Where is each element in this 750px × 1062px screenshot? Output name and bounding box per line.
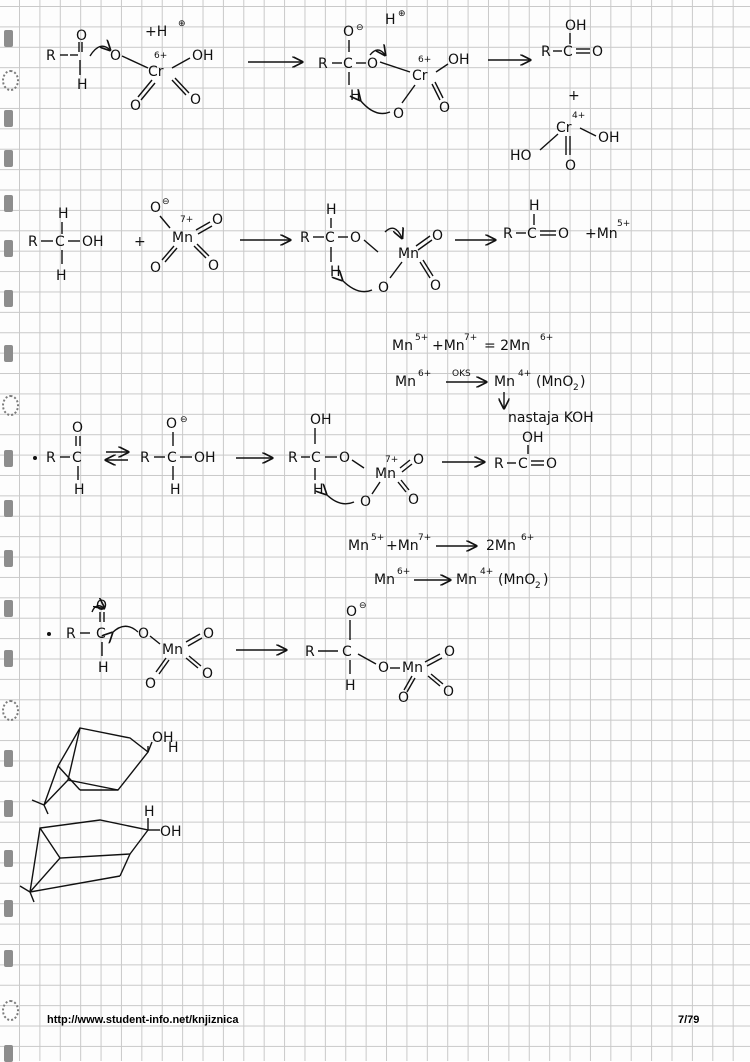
r1-O-carbonyl: O xyxy=(76,28,88,44)
r1i-H: H xyxy=(385,12,396,28)
r3i-Mn-charge: 7+ xyxy=(385,455,399,465)
eq4-c: (MnO xyxy=(498,572,536,588)
r3-R: R xyxy=(46,450,56,466)
r4-O-bottom: O xyxy=(202,666,214,682)
r4p-O: O xyxy=(346,604,358,620)
reaction-2-permanganate-alcohol xyxy=(28,197,630,296)
r2o-O: O xyxy=(150,200,162,216)
r2i-O-left: O xyxy=(378,280,390,296)
r4p-Mn: Mn xyxy=(402,660,423,676)
eq3-a: Mn xyxy=(348,538,369,554)
eq3-c-sup: 6+ xyxy=(521,533,535,543)
chair-conformation-2 xyxy=(20,804,182,902)
r1b-Cr: Cr xyxy=(556,120,572,136)
manganese-equations-1 xyxy=(392,333,594,426)
r3h-O-charge: ⊖ xyxy=(180,415,188,425)
eq1-c: = 2Mn xyxy=(484,338,531,354)
r4-O-right: O xyxy=(203,626,215,642)
r2p-O: O xyxy=(558,226,570,242)
r1i-R: R xyxy=(318,56,328,72)
eq3-b: +Mn xyxy=(386,538,419,554)
r1i-O-top-charge: ⊖ xyxy=(356,23,364,33)
r2i-C: C xyxy=(325,230,335,246)
r3-O: O xyxy=(72,420,84,436)
footer-url[interactable]: http://www.student-info.net/knjiznica xyxy=(47,1014,239,1026)
r2o-O-left: O xyxy=(150,260,162,276)
eq2-a-sup: 6+ xyxy=(418,369,432,379)
r2-H-bottom: H xyxy=(56,268,67,284)
r2p-Mn: +Mn xyxy=(585,226,618,242)
r2i-Mn: Mn xyxy=(398,246,419,262)
reaction-1-chromic-oxidation xyxy=(46,9,620,174)
eq1-a: Mn xyxy=(392,338,413,354)
r4p-R: R xyxy=(305,644,315,660)
r1p-C: C xyxy=(563,44,573,60)
r1i-O-top: O xyxy=(343,24,355,40)
r1i-H-bottom: H xyxy=(350,88,361,104)
r1-O-b: O xyxy=(190,92,202,108)
reaction-4-permanganate-ester xyxy=(47,598,455,706)
r2o-O-charge: ⊖ xyxy=(162,197,170,207)
eq1-b-sup: 7+ xyxy=(464,333,478,343)
r3h-O: O xyxy=(166,416,178,432)
manganese-equations-2 xyxy=(348,533,548,591)
r1p-O: O xyxy=(592,44,604,60)
r1b-HO: HO xyxy=(510,148,532,164)
r3i-C: C xyxy=(311,450,321,466)
footer-page-number: 7/79 xyxy=(678,1014,700,1026)
chair-conformation-1 xyxy=(32,728,179,814)
r4p-H: H xyxy=(345,678,356,694)
r2-H-top: H xyxy=(58,206,69,222)
r3i-O: O xyxy=(339,450,351,466)
eq3-b-sup: 7+ xyxy=(418,533,432,543)
r1-proton-charge: ⊕ xyxy=(178,19,186,29)
r1b-OH: OH xyxy=(598,130,620,146)
r2o-O-right: O xyxy=(212,212,224,228)
r1p-OH: OH xyxy=(565,18,587,34)
r2-R: R xyxy=(28,234,38,250)
r1i-C: C xyxy=(343,56,353,72)
eq2-c-sub: 2 xyxy=(573,383,579,393)
r3p-OH: OH xyxy=(522,430,544,446)
r3i-R: R xyxy=(288,450,298,466)
r2-C: C xyxy=(55,234,65,250)
r2p-R: R xyxy=(503,226,513,242)
eq1-c-sup: 6+ xyxy=(540,333,554,343)
eq2-c: (MnO xyxy=(536,374,574,390)
r3i-O-right: O xyxy=(413,452,425,468)
r2i-H-bottom: H xyxy=(330,264,341,280)
eq4-b: Mn xyxy=(456,572,477,588)
r3h-R: R xyxy=(140,450,150,466)
r1i-O-left: O xyxy=(393,106,405,122)
eq1-a-sup: 5+ xyxy=(415,333,429,343)
r4p-O-right: O xyxy=(444,644,456,660)
eq3-c: 2Mn xyxy=(486,538,516,554)
r1i-OH: OH xyxy=(448,52,470,68)
r4p-O-bottom: O xyxy=(443,684,455,700)
r4p-O-ester: O xyxy=(378,660,390,676)
r1-O-minus: O xyxy=(110,48,122,64)
chair1-H: H xyxy=(168,740,179,756)
r1b-O: O xyxy=(565,158,577,174)
eq1-b: +Mn xyxy=(432,338,465,354)
r2i-O: O xyxy=(350,230,362,246)
r1p-R: R xyxy=(541,44,551,60)
eq2-b-sup: 4+ xyxy=(518,369,532,379)
r4p-C: C xyxy=(342,644,352,660)
r3h-C: C xyxy=(167,450,177,466)
r2o-O-bottom: O xyxy=(208,258,220,274)
eq4-c-end: ) xyxy=(543,572,549,588)
r2o-Mn: Mn xyxy=(172,230,193,246)
r2-OH: OH xyxy=(82,234,104,250)
note-nastaja-koh: nastaja KOH xyxy=(508,410,594,426)
eq4-a-sup: 6+ xyxy=(397,567,411,577)
r1b-plus: + xyxy=(568,88,580,104)
r1-H: H xyxy=(77,77,88,93)
r4-Mn: Mn xyxy=(162,642,183,658)
r3h-H: H xyxy=(170,482,181,498)
r3p-R: R xyxy=(494,456,504,472)
r3p-C: C xyxy=(518,456,528,472)
r4-O-left: O xyxy=(145,676,157,692)
r3h-OH: OH xyxy=(194,450,216,466)
eq2-c-end: ) xyxy=(580,374,586,390)
r1b-Cr-charge: 4+ xyxy=(572,111,586,121)
r2i-O-bottom: O xyxy=(430,278,442,294)
reaction-3-aldehyde-oxidation xyxy=(33,412,557,510)
r2i-O-right: O xyxy=(432,228,444,244)
r4p-O-left: O xyxy=(398,690,410,706)
eq4-a: Mn xyxy=(374,572,395,588)
r4-H: H xyxy=(98,660,109,676)
r4-O-minus: O xyxy=(138,626,150,642)
r2p-H: H xyxy=(529,198,540,214)
eq4-b-sup: 4+ xyxy=(480,567,494,577)
r3i-O-left: O xyxy=(360,494,372,510)
eq2-a: Mn xyxy=(395,374,416,390)
r1-O-a: O xyxy=(130,98,142,114)
chair2-OH: OH xyxy=(160,824,182,840)
r2i-H-top: H xyxy=(326,202,337,218)
r1-OH: OH xyxy=(192,48,214,64)
r3-H: H xyxy=(74,482,85,498)
r4-R: R xyxy=(66,626,76,642)
r1-R: R xyxy=(46,48,56,64)
r1-Cr-charge: 6+ xyxy=(154,51,168,61)
r3i-Mn: Mn xyxy=(375,466,396,482)
r3i-OH: OH xyxy=(310,412,332,428)
r1-proton: +H xyxy=(145,24,168,40)
r1i-O: O xyxy=(367,56,379,72)
r2o-Mn-charge: 7+ xyxy=(180,215,194,225)
r4-O: O xyxy=(96,598,108,614)
eq2-arrow-label: OKS xyxy=(452,369,471,379)
r3i-H: H xyxy=(313,482,324,498)
r4p-O-charge: ⊖ xyxy=(359,601,367,611)
r3i-O-bottom: O xyxy=(408,492,420,508)
r3p-O: O xyxy=(546,456,558,472)
r2-plus: + xyxy=(134,234,146,250)
r2p-Mn-charge: 5+ xyxy=(617,219,631,229)
eq4-c-sub: 2 xyxy=(535,581,541,591)
eq2-b: Mn xyxy=(494,374,515,390)
chair2-H: H xyxy=(144,804,155,820)
r1i-Cr: Cr xyxy=(412,68,428,84)
eq3-a-sup: 5+ xyxy=(371,533,385,543)
r1i-H-charge: ⊕ xyxy=(398,9,406,19)
r2p-C: C xyxy=(527,226,537,242)
chair1-OH: OH xyxy=(152,730,174,746)
r1i-O-right: O xyxy=(439,100,451,116)
r3-C: C xyxy=(72,450,82,466)
r4-C: C xyxy=(96,626,106,642)
r2i-R: R xyxy=(300,230,310,246)
r1-Cr: Cr xyxy=(148,64,164,80)
r1i-Cr-charge: 6+ xyxy=(418,55,432,65)
